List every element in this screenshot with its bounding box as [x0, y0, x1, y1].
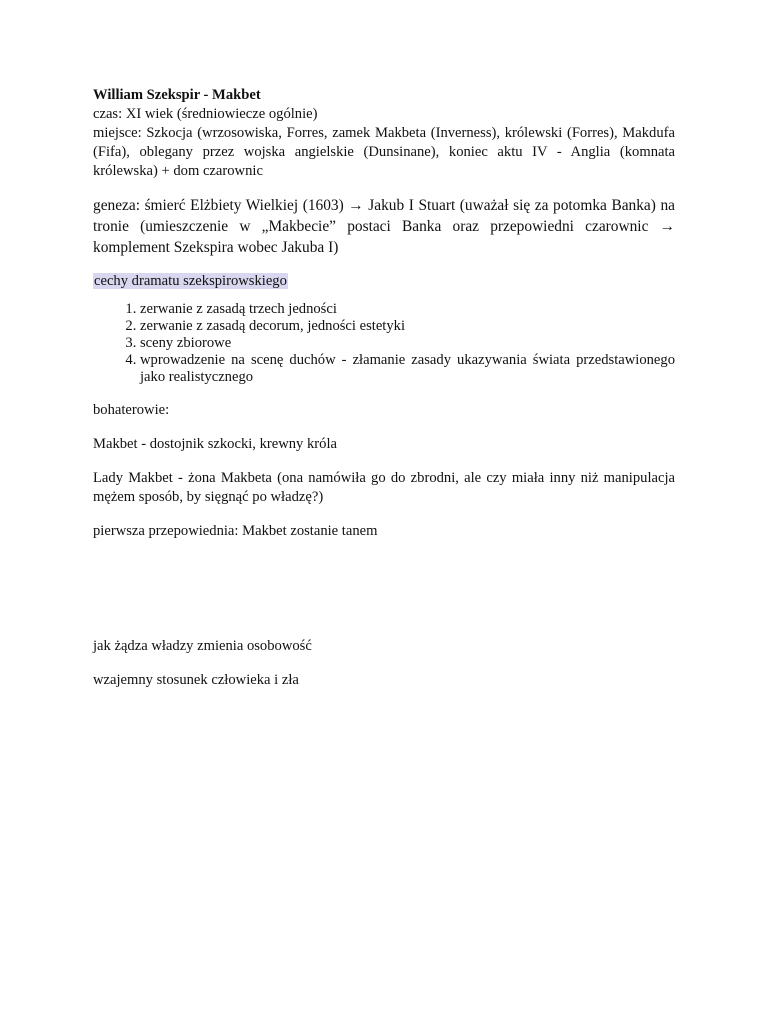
- list-item: 2. zerwanie z zasadą decorum, jedności estetyki: [140, 318, 675, 335]
- features-heading: cechy dramatu szekspirowskiego: [94, 273, 287, 289]
- characters-heading: bohaterowie:: [93, 402, 170, 418]
- theme-power: jak żądza władzy zmienia osobowość: [93, 638, 312, 654]
- features-heading-line: [93, 272, 675, 291]
- list-item: 3. sceny zbiorowe: [140, 335, 675, 352]
- features-list: [93, 301, 675, 386]
- theme-evil: wzajemny stosunek człowieka i zła: [93, 672, 299, 688]
- place-paragraph: miejsce: Szkocja (wrzosowiska, Forres, zamek Makbeta (Inverness), królewski (Forres), Makdufa (Fifa), oblegany przez wojska angielskie (Dunsinane), koniec aktu IV - Anglia (komnata królewska) + dom czarownic: [93, 125, 675, 179]
- genesis-paragraph: geneza: śmierć Elżbiety Wielkiej (1603) → Jakub I Stuart (uważał się za potomka Banka) na tronie (umieszczenie w „Makbecie” postaci Banka oraz przepowiedni czarownic → komplement Szekspira wobec Jakuba I): [93, 197, 675, 256]
- list-item: 1. zerwanie z zasadą trzech jedności: [140, 301, 675, 318]
- document-page: [93, 86, 675, 690]
- first-prophecy: pierwsza przepowiednia: Makbet zostanie tanem: [93, 523, 378, 539]
- macbeth-description: Makbet - dostojnik szkocki, krewny króla: [93, 436, 337, 452]
- time-line: czas: XI wiek (średniowiecze ogólnie): [93, 106, 318, 122]
- document-title: William Szekspir - Makbet: [93, 87, 261, 103]
- lady-macbeth-description: Lady Makbet - żona Makbeta (ona namówiła go do zbrodni, ale czy miała inny niż manipulacja mężem sposób, by sięgnąć po władzę?): [93, 470, 675, 505]
- list-item: 4. wprowadzenie na scenę duchów - złamanie zasady ukazywania świata przedstawionego jako realistycznego: [140, 352, 675, 386]
